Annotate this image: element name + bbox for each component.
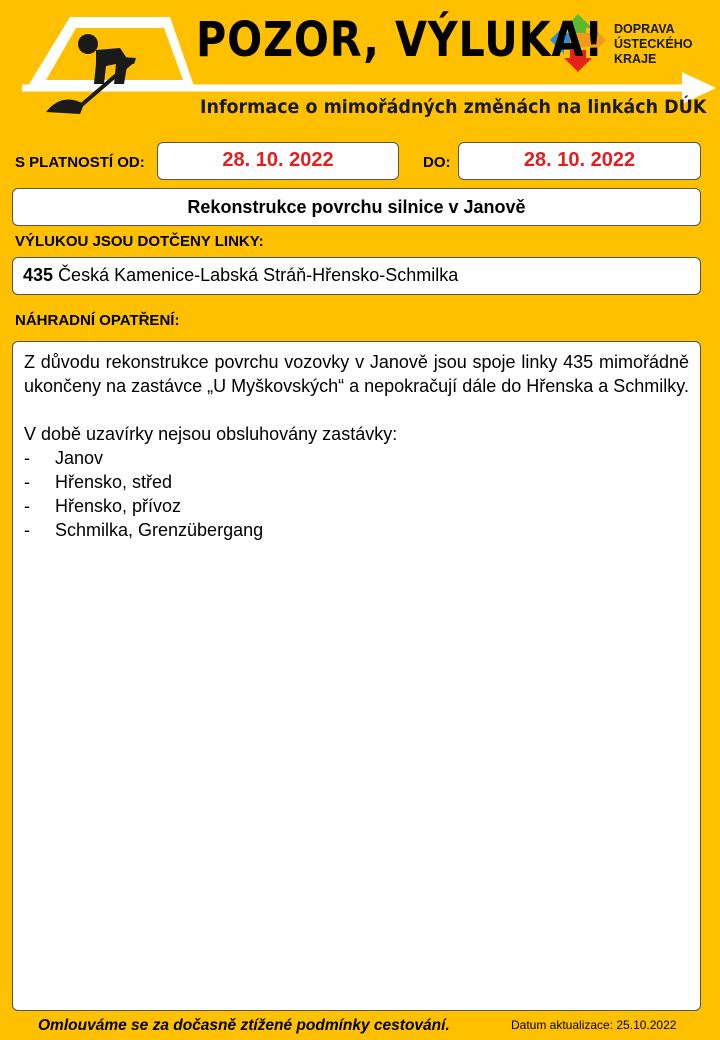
brand-line: ÚSTECKÉHO (614, 37, 693, 51)
stops-intro: V době uzavírky nejsou obsluhovány zastávky: (24, 424, 398, 444)
update-date: Datum aktualizace: 25.10.2022 (511, 1018, 677, 1032)
valid-from-value: 28. 10. 2022 (157, 142, 399, 180)
stop-name: Schmilka, Grenzübergang (55, 520, 264, 540)
measures-box (12, 341, 701, 1011)
bullet: - (24, 448, 30, 468)
stop-name: Hřensko, střed (55, 472, 173, 492)
bullet: - (24, 520, 30, 540)
list-item (24, 494, 689, 518)
page-title: POZOR, VÝLUKA! (196, 12, 604, 68)
measures-label: NÁHRADNÍ OPATŘENÍ: (15, 312, 180, 329)
valid-to-label: DO: (423, 154, 451, 171)
valid-to-value: 28. 10. 2022 (458, 142, 701, 180)
list-item (24, 518, 689, 542)
list-item (24, 446, 689, 470)
bullet: - (24, 472, 30, 492)
brand-line: DOPRAVA (614, 22, 675, 36)
closure-heading: Rekonstrukce povrchu silnice v Janově (12, 188, 701, 226)
stop-name: Janov (55, 448, 104, 468)
affected-lines-label: VÝLUKOU JSOU DOTČENY LINKY: (15, 233, 264, 250)
line-route: Česká Kamenice-Labská Stráň-Hřensko-Schmilka (58, 265, 459, 285)
affected-line (12, 257, 701, 295)
list-item (24, 470, 689, 494)
brand-name (614, 22, 692, 67)
stop-name: Hřensko, přívoz (55, 496, 182, 516)
brand-line: KRAJE (614, 52, 657, 66)
page-subtitle: Informace o mimořádných změnách na linkách DÚK (200, 96, 707, 118)
measures-paragraph: Z důvodu rekonstrukce povrchu vozovky v Janově jsou spoje linky 435 mimořádně ukončeny na zastávce „U Myškovských“ a nepokračují dále do Hřenska a Schmilky. (24, 352, 689, 396)
valid-from-label: S PLATNOSTÍ OD: (15, 154, 145, 171)
line-number: 435 (23, 265, 54, 285)
bullet: - (24, 496, 30, 516)
apology-note: Omlouváme se za dočasně ztížené podmínky cestování. (38, 1017, 450, 1034)
